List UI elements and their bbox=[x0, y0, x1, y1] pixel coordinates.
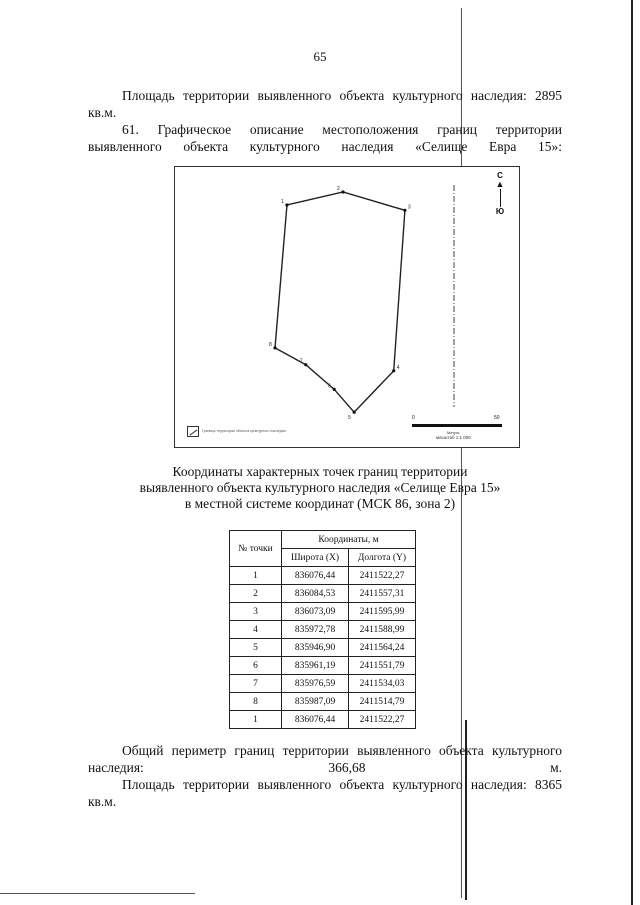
cell-longitude: 2411588,99 bbox=[349, 621, 416, 639]
arrow-up-icon: ▲ bbox=[495, 179, 505, 189]
table-row bbox=[230, 567, 416, 585]
table-row bbox=[230, 675, 416, 693]
cell-point-number: 7 bbox=[230, 675, 282, 693]
boundary-point-label: 4 bbox=[396, 364, 400, 371]
page-number: 65 bbox=[313, 49, 327, 64]
cell-point-number: 1 bbox=[230, 711, 282, 729]
boundary-point-label: 3 bbox=[407, 204, 411, 211]
scale-unit: Метры bbox=[447, 430, 460, 435]
cell-latitude: 835987,09 bbox=[282, 693, 349, 711]
scale-ratio: масштаб 1:1 000 bbox=[436, 435, 471, 440]
cell-point-number: 8 bbox=[230, 693, 282, 711]
perimeter-paragraph: Общий периметр границ территории выявленного объекта культурного наследия: 366,68 м. bbox=[88, 743, 562, 775]
caption-line-2: выявленного объекта культурного наследия «Селище Евра 15» bbox=[139, 480, 501, 495]
cell-longitude: 2411557,31 bbox=[349, 585, 416, 603]
cell-latitude: 835976,59 bbox=[282, 675, 349, 693]
area-paragraph-previous: Площадь территории выявленного объекта культурного наследия: 2895 кв.м. bbox=[88, 88, 562, 120]
boundary-map bbox=[174, 166, 520, 448]
area-paragraph: Площадь территории выявленного объекта культурного наследия: 8365 кв.м. bbox=[88, 777, 562, 809]
boundary-point bbox=[304, 363, 307, 366]
boundary-point-label: 8 bbox=[269, 341, 272, 348]
boundary-point bbox=[341, 190, 344, 193]
map-legend bbox=[187, 424, 327, 438]
boundary-point-label: 1 bbox=[280, 198, 284, 205]
table-row bbox=[230, 711, 416, 729]
table-caption bbox=[0, 464, 640, 512]
legend-swatch-icon bbox=[187, 426, 199, 437]
scale-bar bbox=[412, 415, 502, 440]
coordinates-table-body bbox=[230, 567, 416, 729]
table-row bbox=[230, 639, 416, 657]
boundary-point bbox=[392, 369, 395, 372]
boundary-map-drawing bbox=[175, 167, 521, 449]
header-latitude: Широта (X) bbox=[282, 549, 349, 567]
boundary-point-label: 7 bbox=[299, 358, 303, 365]
boundary-point bbox=[285, 203, 288, 206]
north-arrow bbox=[493, 171, 507, 216]
cell-longitude: 2411514,79 bbox=[349, 693, 416, 711]
boundary-point-label: 2 bbox=[337, 186, 340, 192]
caption-line-1: Координаты характерных точек границ территории bbox=[172, 464, 468, 479]
caption-line-3: в местной системе координат (МСК 86, зона 2) bbox=[184, 496, 456, 511]
coordinates-table bbox=[229, 530, 416, 729]
cell-latitude: 835946,90 bbox=[282, 639, 349, 657]
cell-longitude: 2411551,79 bbox=[349, 657, 416, 675]
cell-latitude: 836076,44 bbox=[282, 711, 349, 729]
south-label: Ю bbox=[495, 207, 505, 216]
legend-text: Граница территории объекта культурного наследия bbox=[202, 429, 286, 433]
boundary-point bbox=[353, 411, 356, 414]
table-row bbox=[230, 657, 416, 675]
scan-artifact-line bbox=[631, 0, 633, 905]
table-row bbox=[230, 585, 416, 603]
cell-longitude: 2411534,03 bbox=[349, 675, 416, 693]
cell-latitude: 835972,78 bbox=[282, 621, 349, 639]
north-arrow-shaft bbox=[500, 189, 501, 207]
cell-point-number: 4 bbox=[230, 621, 282, 639]
boundary-point-label: 6 bbox=[328, 383, 331, 390]
boundary-polygon bbox=[275, 192, 405, 412]
boundary-point bbox=[273, 346, 276, 349]
cell-point-number: 1 bbox=[230, 567, 282, 585]
header-coordinates: Координаты, м bbox=[282, 531, 416, 549]
cell-latitude: 836084,53 bbox=[282, 585, 349, 603]
north-label: С bbox=[497, 171, 503, 180]
cell-longitude: 2411522,27 bbox=[349, 711, 416, 729]
scale-line bbox=[412, 424, 502, 427]
cell-point-number: 5 bbox=[230, 639, 282, 657]
cell-point-number: 6 bbox=[230, 657, 282, 675]
header-point-number: № точки bbox=[230, 531, 282, 567]
section-61-paragraph: 61. Графическое описание местоположения границ территории выявленного объекта культурного наследия «Селище Евра 15»: bbox=[88, 122, 562, 154]
table-row bbox=[230, 693, 416, 711]
boundary-point-label: 5 bbox=[348, 415, 351, 422]
cell-latitude: 835961,19 bbox=[282, 657, 349, 675]
table-row bbox=[230, 621, 416, 639]
header-longitude: Долгота (Y) bbox=[349, 549, 416, 567]
cell-longitude: 2411564,24 bbox=[349, 639, 416, 657]
scan-artifact-line bbox=[0, 893, 195, 894]
table-row bbox=[230, 603, 416, 621]
boundary-point bbox=[403, 209, 406, 212]
cell-latitude: 836073,09 bbox=[282, 603, 349, 621]
cell-point-number: 3 bbox=[230, 603, 282, 621]
cell-longitude: 2411522,27 bbox=[349, 567, 416, 585]
cell-longitude: 2411595,99 bbox=[349, 603, 416, 621]
cell-latitude: 836076,44 bbox=[282, 567, 349, 585]
scale-end-label: 50 bbox=[494, 415, 500, 421]
scale-start-label: 0 bbox=[412, 415, 415, 421]
boundary-point bbox=[333, 388, 336, 391]
cell-point-number: 2 bbox=[230, 585, 282, 603]
